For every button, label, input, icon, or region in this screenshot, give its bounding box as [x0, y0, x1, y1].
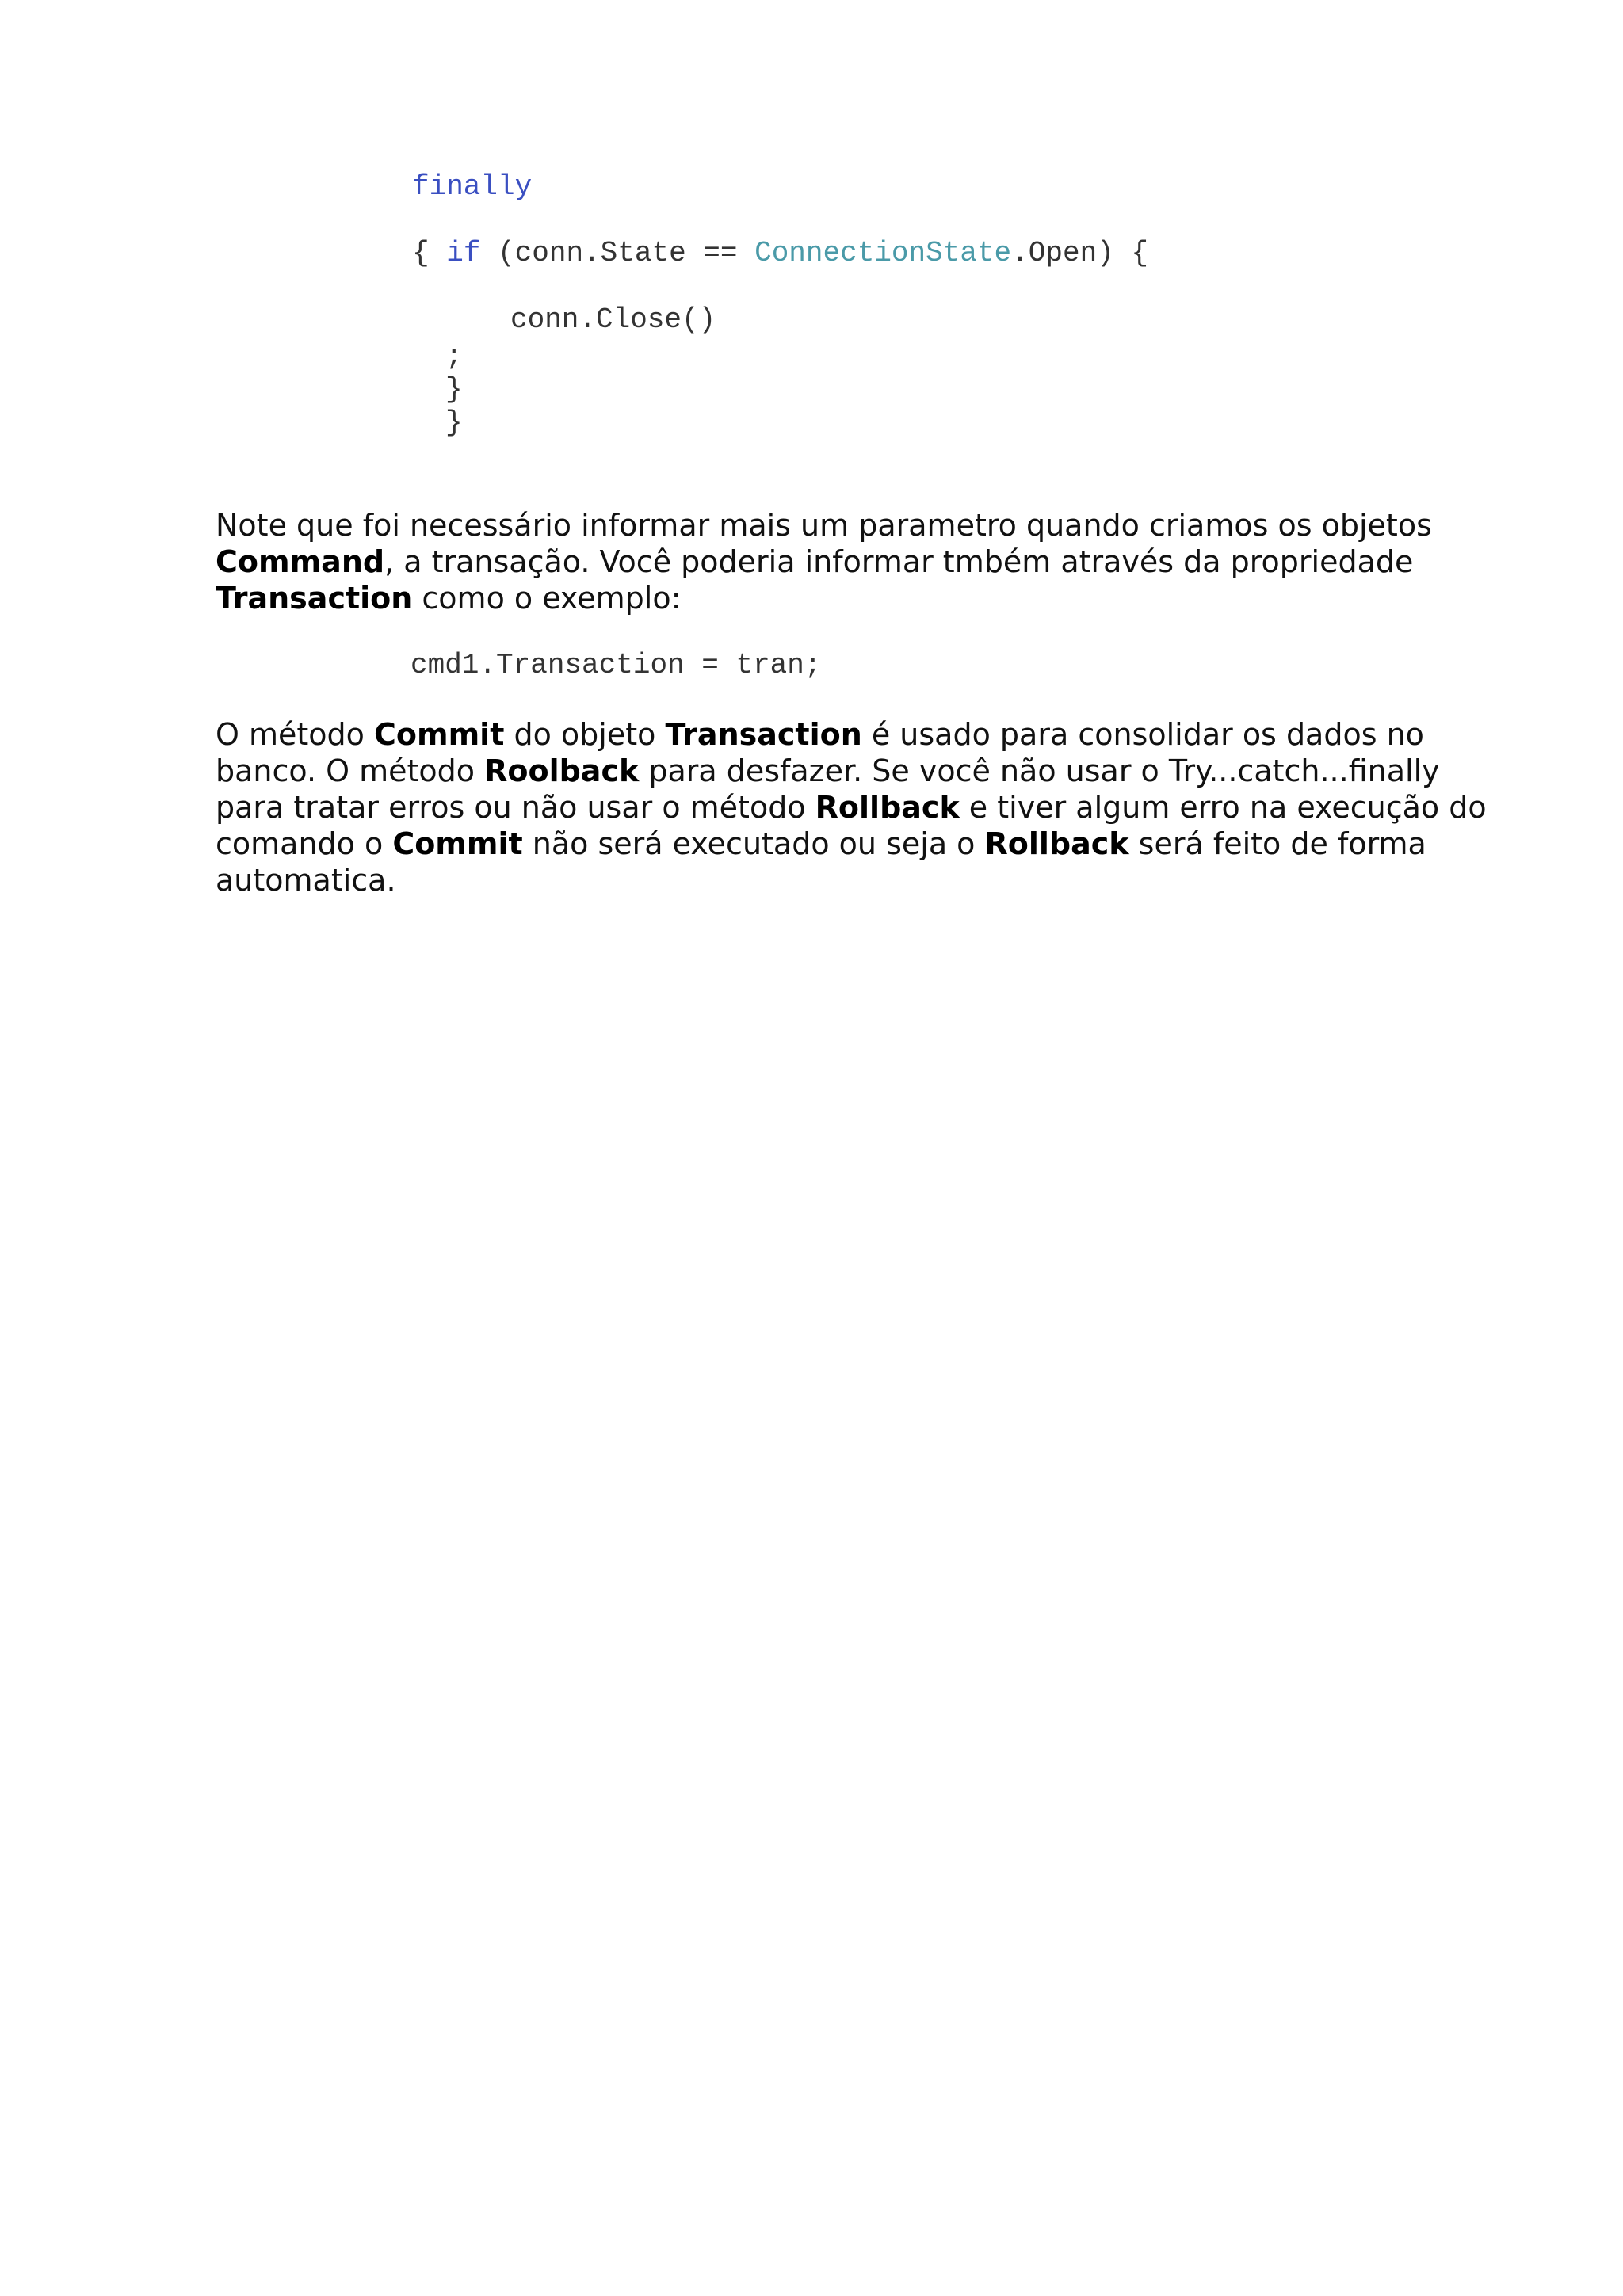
bold-term-transaction: Transaction [665, 717, 862, 752]
bold-term-commit: Commit [392, 826, 523, 861]
code-token-if-keyword: if [446, 237, 481, 269]
code-line-closing-brace-1: } [445, 373, 463, 406]
paragraph-commit-rollback [216, 716, 1515, 898]
paragraph-text: será feito de forma automatica. [216, 826, 1426, 898]
code-line-close-call: conn.Close() [510, 303, 716, 336]
paragraph-transaction-parameter [216, 507, 1515, 616]
bold-term-roolback: Roolback [484, 753, 640, 788]
bold-term-command: Command [216, 544, 385, 579]
paragraph-text: não será executado ou seja o [522, 826, 985, 861]
paragraph-text: do objeto [504, 717, 666, 752]
paragraph-text: , a transação. Você poderia informar tmbém através da propriedade [384, 544, 1414, 579]
code-token-condition-b: .Open) { [1011, 237, 1148, 269]
paragraph-text: O método [216, 717, 374, 752]
paragraph-text: para desfazer. Se você não usar o Try...catch...finally para tratar erros ou não usar o método [216, 753, 1440, 825]
paragraph-text: como o exemplo: [412, 581, 682, 616]
code-line-semicolon: ; [445, 340, 463, 372]
bold-term-transaction: Transaction [216, 581, 413, 616]
code-line-closing-brace-2: } [445, 406, 463, 439]
paragraph-text: é usado para consolidar os dados no banco. O método [216, 717, 1424, 788]
code-line-cmd1-transaction: cmd1.Transaction = tran; [411, 649, 822, 681]
bold-term-rollback: Rollback [815, 790, 960, 825]
code-token-connectionstate-type: ConnectionState [754, 237, 1012, 269]
code-token-brace: { [412, 237, 447, 269]
bold-term-commit: Commit [373, 717, 505, 752]
code-line-finally: finally [412, 170, 533, 203]
code-token-condition-a: (conn.State == [480, 237, 755, 269]
bold-term-rollback: Rollback [984, 826, 1129, 861]
code-line-if-statement [412, 236, 1148, 271]
paragraph-text: e tiver algum erro na execução do comando o [216, 790, 1487, 861]
paragraph-text: Note que foi necessário informar mais um parametro quando criamos os objetos [216, 508, 1432, 543]
